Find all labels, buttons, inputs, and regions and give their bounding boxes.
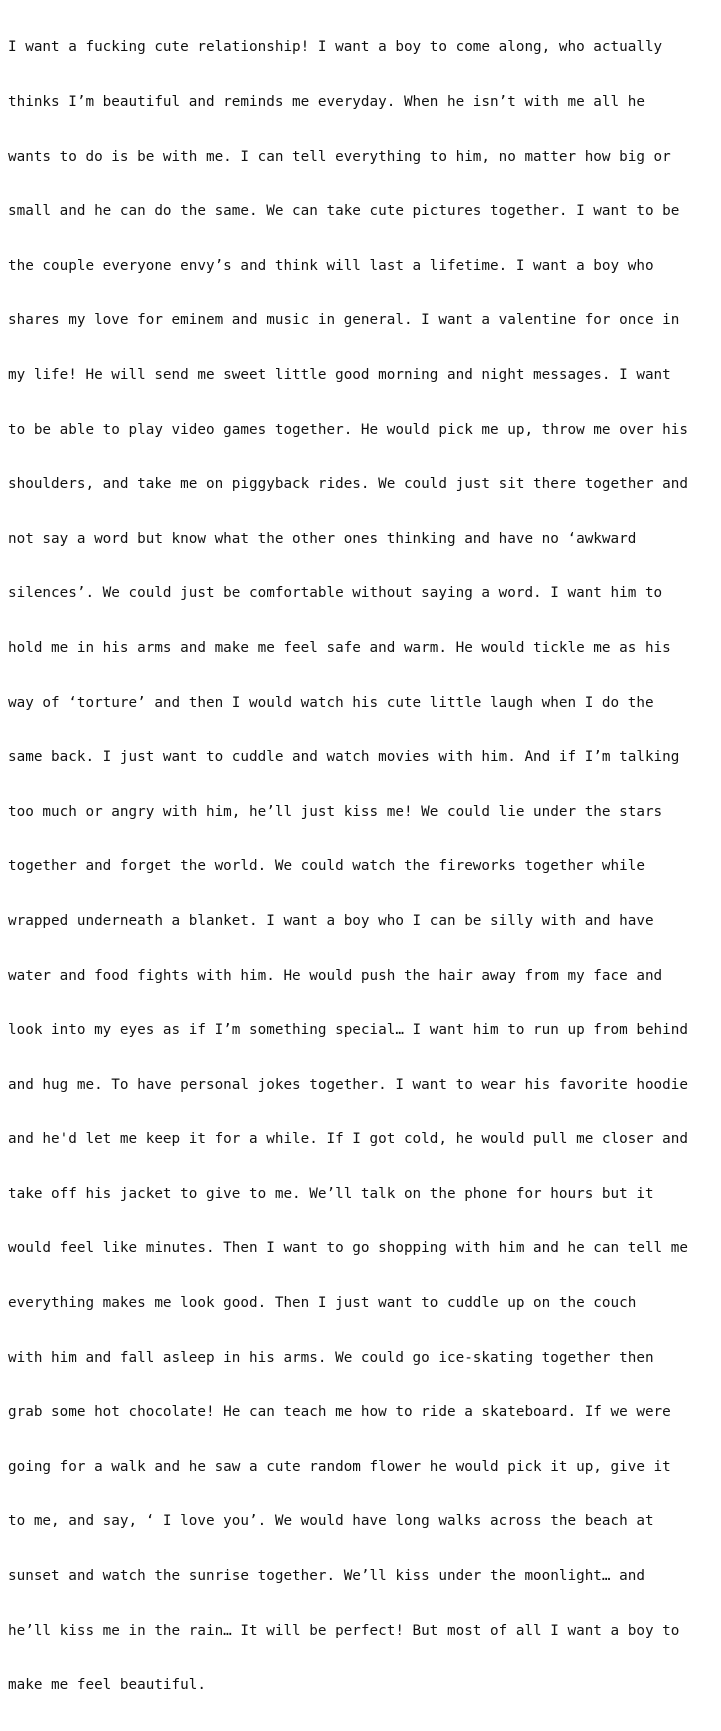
text-line: water and food fights with him. He would push the hair away from my face and — [8, 967, 663, 984]
text-line: silences’. We could just be comfortable without saying a word. I want him to — [8, 585, 663, 602]
body-text — [8, 2, 688, 1731]
text-line: to be able to play video games together. He would pick me up, throw me over his — [8, 421, 688, 438]
text-line: shares my love for eminem and music in general. I want a valentine for once in — [8, 312, 680, 329]
text-line: make me feel beautiful. — [8, 1677, 206, 1694]
text-line: the couple everyone envy’s and think will last a lifetime. I want a boy who — [8, 257, 654, 274]
text-line: grab some hot chocolate! He can teach me how to ride a skateboard. If we were — [8, 1404, 671, 1421]
text-line: with him and fall asleep in his arms. We could go ice-skating together then — [8, 1349, 654, 1366]
text-line: take off his jacket to give to me. We’ll talk on the phone for hours but it — [8, 1185, 654, 1202]
text-line: to me, and say, ‘ I love you’. We would have long walks across the beach at — [8, 1513, 654, 1530]
text-line: wrapped underneath a blanket. I want a boy who I can be silly with and have — [8, 912, 654, 929]
text-line: too much or angry with him, he’ll just kiss me! We could lie under the stars — [8, 803, 663, 820]
text-line: I want a fucking cute relationship! I want a boy to come along, who actually — [8, 39, 663, 56]
text-line: wants to do is be with me. I can tell everything to him, no matter how big or — [8, 148, 671, 165]
text-line: hold me in his arms and make me feel safe and warm. He would tickle me as his — [8, 639, 671, 656]
text-line: shoulders, and take me on piggyback rides. We could just sit there together and — [8, 476, 688, 493]
text-line: everything makes me look good. Then I just want to cuddle up on the couch — [8, 1295, 637, 1312]
text-line: not say a word but know what the other ones thinking and have no ‘awkward — [8, 530, 637, 547]
text-line: same back. I just want to cuddle and watch movies with him. And if I’m talking — [8, 749, 680, 766]
text-line: my life! He will send me sweet little good morning and night messages. I want — [8, 366, 671, 383]
text-line: look into my eyes as if I’m something special… I want him to run up from behind — [8, 1022, 688, 1039]
text-line: and he'd let me keep it for a while. If I got cold, he would pull me closer and — [8, 1131, 688, 1148]
text-line: would feel like minutes. Then I want to go shopping with him and he can tell me — [8, 1240, 688, 1257]
text-line: going for a walk and he saw a cute random flower he would pick it up, give it — [8, 1458, 671, 1475]
text-line: sunset and watch the sunrise together. We’ll kiss under the moonlight… and — [8, 1568, 645, 1585]
text-line: he’ll kiss me in the rain… It will be perfect! But most of all I want a boy to — [8, 1622, 680, 1639]
text-line: and hug me. To have personal jokes together. I want to wear his favorite hoodie — [8, 1076, 688, 1093]
text-line: thinks I’m beautiful and reminds me everyday. When he isn’t with me all he — [8, 94, 645, 110]
text-line: together and forget the world. We could watch the fireworks together while — [8, 858, 645, 875]
text-line: way of ‘torture’ and then I would watch his cute little laugh when I do the — [8, 694, 654, 711]
text-line: small and he can do the same. We can take cute pictures together. I want to be — [8, 203, 680, 220]
